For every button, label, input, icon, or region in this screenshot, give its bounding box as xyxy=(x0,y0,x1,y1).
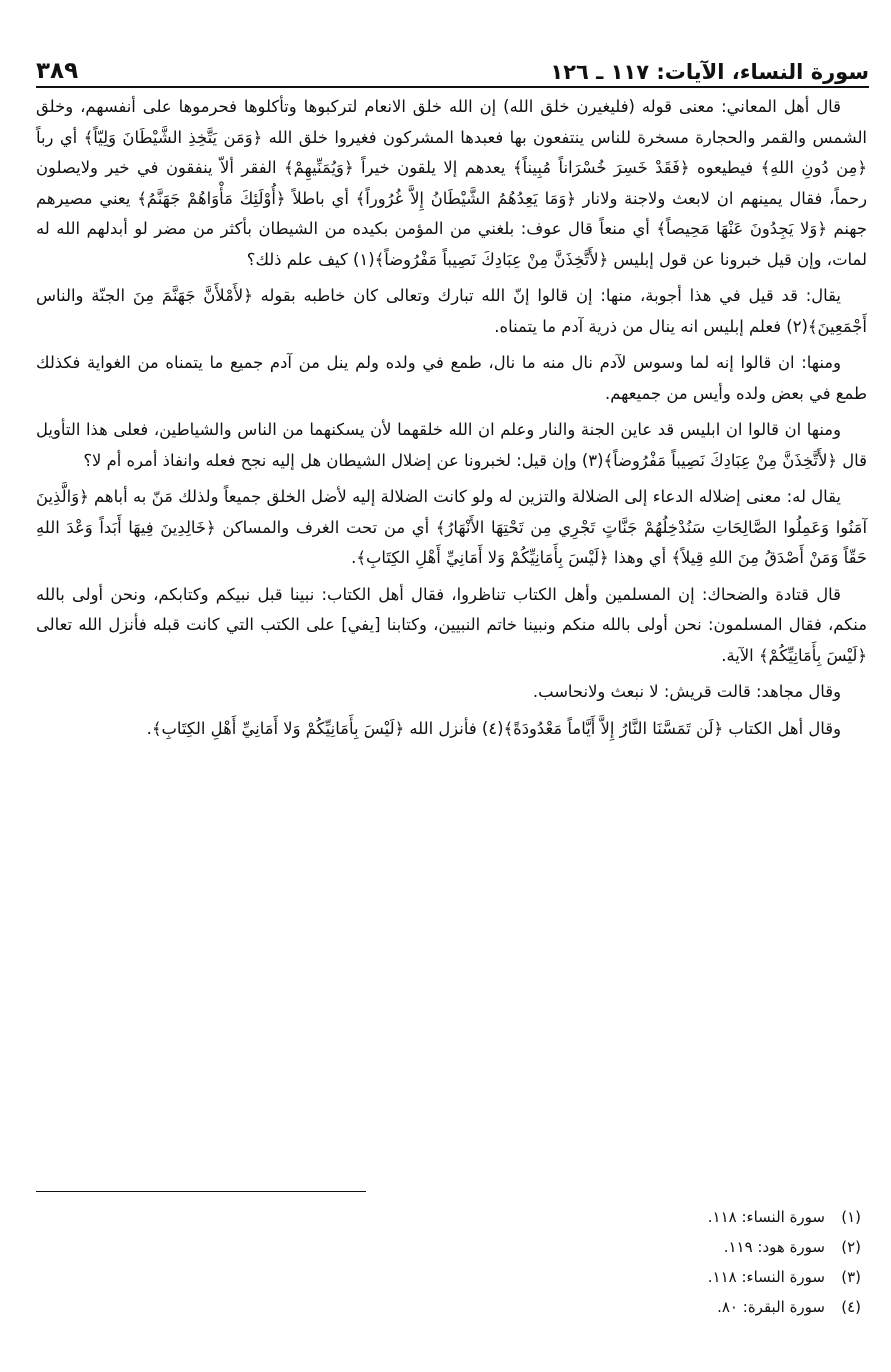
footnote-text: سورة هود: ١١٩. xyxy=(723,1238,825,1256)
paragraph: ومنها: ان قالوا إنه لما وسوس لآدم نال منه ما نال، طمع في ولده ولم ينل من آدم جميع ما يتمناه من الغواية فكذلك طمع في بعض ولده وأيس من جميعهم. xyxy=(36,353,867,403)
footnote xyxy=(461,1202,861,1232)
footnote-number: (٢) xyxy=(841,1238,861,1256)
paragraph: يقال: قد قيل في هذا أجوبة، منها: إن قالوا إنّ الله تبارك وتعالى كان خاطبه بقوله ﴿لأَمْلأَنَّ جَهَنَّمَ مِنَ الجنّة والناس أَجْمَعِينَ﴾(٢) فعلم إبليس انه ينال من ذرية آدم ما يتمناه. xyxy=(36,286,867,336)
footnote xyxy=(461,1262,861,1292)
footnotes xyxy=(461,1202,861,1322)
main-text xyxy=(36,92,867,750)
running-title: سورة النساء، الآيات: ١١٧ ـ ١٢٦ xyxy=(550,60,869,84)
footnote-divider xyxy=(36,1191,366,1192)
paragraph: قال أهل المعاني: معنى قوله (فليغيرن خلق الله) إن الله خلق الانعام لتركبوها وتأكلوها فحرموها على أنفسهم، وخلق الشمس والقمر والحجارة مسخرة للناس ينتفعون بها فعبدها المشركون فغيروا خلق الله ﴿وَمَن يَتَّخِذِ الشَّيْطَانَ وَلِيّاً﴾ أي رباً ﴿مِن دُونِ اللهِ﴾ فيطيعوه ﴿فَقَدْ خَسِرَ خُسْرَاناً مُبِيناً﴾ يعدهم إلا يلقون خيراً ﴿وَيُمَنِّيهِمْ﴾ الفقر ألاّ ينفقون في خير ولايصلون رحماً، فقال يمينهم ان لابعث ولاجنة ولانار ﴿وَمَا يَعِدُهُمُ الشَّيْطَانُ إِلاَّ غُرُوراً﴾ أي باطلاً ﴿أُوْلَئِكَ مَأْوَاهُمْ جَهَنَّمُ﴾ يعني مصيرهم جهنم ﴿وَلا يَجِدُونَ عَنْهَا مَحِيصاً﴾ أي منعاً قال عوف: بلغني من المؤمن بكيده من الشيطان بأكثر من مضر لو أبدلهم الله له لمات، وإن قيل خبرونا عن قول إبليس ﴿لأَتَّخِذَنَّ مِنْ عِبَادِكَ نَصِيباً مَفْرُوضاً﴾(١) كيف علم ذلك؟ xyxy=(36,97,867,269)
page-number: ٣٨٩ xyxy=(36,58,79,84)
paragraph: ومنها ان قالوا ان ابليس قد عاين الجنة والنار وعلم ان الله خلقهما لأن يسكنهما من الناس والشياطين، فعلى هذا التأويل قال ﴿لأَتَّخِذَنَّ مِنْ عِبَادِكَ نَصِيباً مَفْرُوضاً﴾(٣) وإن قيل: لخبرونا عن إضلال الشيطان هل إليه نجح فعله وانفاذ أمره أم لا؟ xyxy=(36,420,867,470)
page-header xyxy=(36,36,869,88)
footnote xyxy=(461,1292,861,1322)
paragraph: وقال مجاهد: قالت قريش: لا نبعث ولانحاسب. xyxy=(532,682,841,701)
footnote-text: سورة النساء: ١١٨. xyxy=(707,1208,825,1226)
paragraph: قال قتادة والضحاك: إن المسلمين وأهل الكتاب تناظروا، فقال أهل الكتاب: نبينا قبل نبيكم وكتابكم، ونحن أولى بالله منكم، فقال المسلمون: نحن أولى بالله منكم ونبينا خاتم النبيين، وكتابنا [يفي] على الكتب التي كانت قبله فأنزل الله تعالى ﴿لَيْسَ بِأَمَانِيِّكُمْ﴾ الآية. xyxy=(36,584,867,665)
paragraph: وقال أهل الكتاب ﴿لَن تَمَسَّنَا النَّارُ إِلاَّ أَيَّاماً مَعْدُودَةً﴾(٤) فأنزل الله ﴿لَيْسَ بِأَمَانِيِّكُمْ وَلا أَمَانِيِّ أَهْلِ الكِتَابِ﴾. xyxy=(146,718,841,738)
footnote-text: سورة البقرة: ٨٠. xyxy=(717,1298,825,1316)
paragraph: يقال له: معنى إضلاله الدعاء إلى الضلالة والتزين له ولو كانت الضلالة إليه لأضل الخلق جميعاً ولذلك مَنّ به أباهم ﴿وَالَّذِينَ آمَنُوا وَعَمِلُوا الصَّالِحَاتِ سَنُدْخِلُهُمْ جَنَّاتٍ تَجْرِي مِن تَحْتِهَا الأَنْهَارُ﴾ أي من تحت الغرف والمساكن ﴿خَالِدِينَ فِيهَا أَبَداً وَعْدَ اللهِ حَقّاً وَمَنْ أَصْدَقُ مِنَ اللهِ قِيلاً﴾ أي وهذا ﴿لَيْسَ بِأَمَانِيِّكُمْ وَلا أَمَانِيِّ أَهْلِ الكِتَابِ﴾. xyxy=(36,487,867,567)
footnote-number: (٣) xyxy=(841,1268,861,1286)
footnote-number: (٤) xyxy=(841,1298,861,1316)
footnote xyxy=(461,1232,861,1262)
footnote-text: سورة النساء: ١١٨. xyxy=(707,1268,825,1286)
footnote-number: (١) xyxy=(841,1208,861,1226)
